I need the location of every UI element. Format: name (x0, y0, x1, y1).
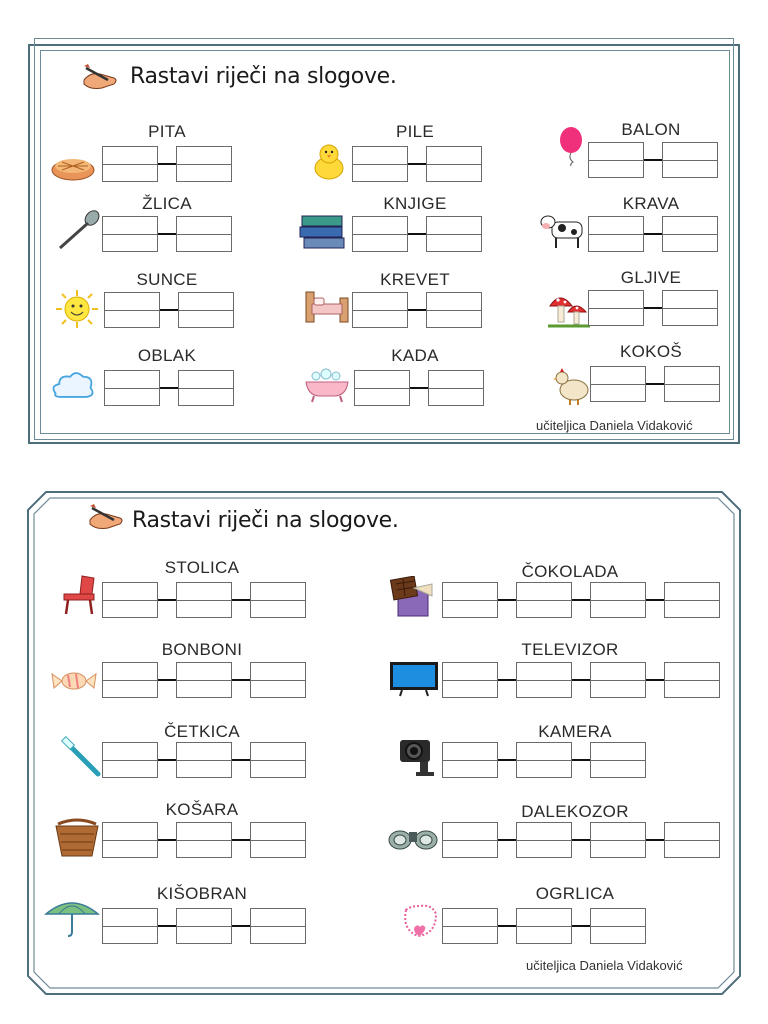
syllable-box[interactable] (352, 216, 408, 252)
writing-hand-icon (86, 498, 126, 532)
syllable-box[interactable] (664, 662, 720, 698)
syllable-box[interactable] (250, 822, 306, 858)
syllable-box[interactable] (516, 822, 572, 858)
syllable-box[interactable] (590, 822, 646, 858)
syllable-boxes (442, 822, 720, 858)
syllable-box[interactable] (352, 292, 408, 328)
syllable-boxes (352, 216, 482, 252)
syllable-box[interactable] (102, 908, 158, 944)
syllable-boxes (104, 370, 234, 406)
toothbrush-icon (58, 736, 104, 778)
syllable-box[interactable] (176, 146, 232, 182)
candy-icon (50, 660, 98, 702)
syllable-box[interactable] (590, 662, 646, 698)
syllable-dash (232, 759, 250, 761)
word-label: KIŠOBRAN (156, 884, 248, 903)
syllable-boxes (352, 146, 482, 182)
syllable-dash (158, 759, 176, 761)
syllable-dash (572, 599, 590, 601)
word-label: OGRLICA (535, 884, 615, 903)
syllable-dash (232, 925, 250, 927)
syllable-box[interactable] (590, 582, 646, 618)
syllable-boxes (590, 366, 720, 402)
syllable-box[interactable] (102, 582, 158, 618)
television-icon (388, 658, 440, 700)
word-label: ŽLICA (142, 194, 192, 213)
syllable-box[interactable] (104, 370, 160, 406)
basket-icon (52, 816, 102, 858)
word-label: KAMERA (538, 722, 612, 741)
spoon-icon (54, 210, 100, 252)
syllable-dash (572, 925, 590, 927)
syllable-box[interactable] (664, 366, 720, 402)
syllable-box[interactable] (662, 216, 718, 252)
word-label: KADA (391, 346, 439, 365)
syllable-box[interactable] (102, 662, 158, 698)
syllable-dash (160, 387, 178, 389)
syllable-box[interactable] (250, 908, 306, 944)
syllable-box[interactable] (588, 290, 644, 326)
word-label: KNJIGE (383, 194, 447, 213)
syllable-box[interactable] (176, 662, 232, 698)
syllable-box[interactable] (176, 582, 232, 618)
syllable-boxes (442, 582, 720, 618)
word-label: KOŠARA (165, 800, 239, 819)
syllable-box[interactable] (516, 908, 572, 944)
syllable-box[interactable] (102, 216, 158, 252)
syllable-box[interactable] (442, 822, 498, 858)
syllable-dash (644, 233, 662, 235)
word-label: PILE (395, 122, 435, 141)
syllable-box[interactable] (516, 742, 572, 778)
syllable-box[interactable] (590, 742, 646, 778)
syllable-boxes (102, 908, 306, 944)
syllable-box[interactable] (104, 292, 160, 328)
syllable-dash (158, 839, 176, 841)
syllable-dash (646, 839, 664, 841)
syllable-dash (498, 599, 516, 601)
syllable-boxes (102, 822, 306, 858)
syllable-dash (158, 925, 176, 927)
syllable-box[interactable] (442, 742, 498, 778)
syllable-boxes (442, 908, 646, 944)
syllable-box[interactable] (176, 822, 232, 858)
syllable-box[interactable] (442, 582, 498, 618)
chair-icon (56, 574, 102, 616)
syllable-box[interactable] (250, 582, 306, 618)
camera-icon (394, 736, 440, 778)
syllable-boxes (442, 662, 720, 698)
word-label: SUNCE (136, 270, 198, 289)
syllable-boxes (102, 146, 232, 182)
syllable-box[interactable] (590, 366, 646, 402)
syllable-box[interactable] (426, 292, 482, 328)
syllable-boxes (102, 582, 306, 618)
word-label: STOLICA (164, 558, 240, 577)
chick-icon (306, 140, 352, 182)
syllable-box[interactable] (588, 216, 644, 252)
syllable-dash (646, 383, 664, 385)
syllable-box[interactable] (176, 908, 232, 944)
umbrella-icon (44, 896, 100, 938)
worksheet-1-title: Rastavi riječi na slogove. (130, 64, 397, 89)
syllable-box[interactable] (178, 292, 234, 328)
pie-icon (50, 144, 96, 186)
syllable-dash (644, 307, 662, 309)
word-label: DALEKOZOR (521, 802, 629, 821)
syllable-box[interactable] (516, 582, 572, 618)
syllable-dash (408, 309, 426, 311)
worksheet-1 (0, 0, 768, 460)
mushroom-icon (546, 286, 592, 328)
word-label: ČETKICA (164, 722, 240, 741)
sun-icon (54, 288, 100, 330)
syllable-box[interactable] (588, 142, 644, 178)
syllable-box[interactable] (662, 290, 718, 326)
word-label: BALON (621, 120, 681, 139)
word-label: KRAVA (622, 194, 680, 213)
syllable-dash (572, 839, 590, 841)
chocolate-icon (388, 576, 438, 618)
cloud-icon (50, 364, 96, 406)
syllable-boxes (588, 142, 718, 178)
syllable-dash (572, 679, 590, 681)
bed-icon (302, 284, 352, 326)
syllable-boxes (588, 216, 718, 252)
syllable-dash (158, 233, 176, 235)
syllable-box[interactable] (664, 582, 720, 618)
syllable-boxes (588, 290, 718, 326)
word-label: PITA (148, 122, 186, 141)
syllable-boxes (354, 370, 484, 406)
worksheet-2-credit: učiteljica Daniela Vidaković (526, 958, 683, 973)
syllable-dash (408, 233, 426, 235)
syllable-dash (232, 839, 250, 841)
syllable-box[interactable] (250, 662, 306, 698)
syllable-box[interactable] (102, 822, 158, 858)
syllable-box[interactable] (352, 146, 408, 182)
worksheet-2 (0, 480, 768, 1010)
syllable-box[interactable] (102, 742, 158, 778)
worksheet-1-credit: učiteljica Daniela Vidaković (536, 418, 693, 433)
syllable-box[interactable] (426, 146, 482, 182)
syllable-dash (646, 599, 664, 601)
word-label: BONBONI (161, 640, 243, 659)
syllable-boxes (102, 216, 232, 252)
syllable-dash (498, 839, 516, 841)
syllable-dash (646, 679, 664, 681)
syllable-dash (158, 679, 176, 681)
syllable-box[interactable] (664, 822, 720, 858)
syllable-dash (498, 679, 516, 681)
word-label: TELEVIZOR (521, 640, 619, 659)
syllable-dash (498, 925, 516, 927)
syllable-dash (158, 163, 176, 165)
syllable-boxes (102, 662, 306, 698)
word-label: GLJIVE (620, 268, 682, 287)
books-icon (298, 212, 348, 254)
syllable-dash (232, 599, 250, 601)
syllable-dash (408, 163, 426, 165)
syllable-box[interactable] (176, 216, 232, 252)
word-label: KREVET (380, 270, 450, 289)
syllable-box[interactable] (178, 370, 234, 406)
word-label: OBLAK (137, 346, 197, 365)
syllable-box[interactable] (590, 908, 646, 944)
syllable-dash (232, 679, 250, 681)
word-label: KOKOŠ (620, 342, 682, 361)
syllable-box[interactable] (426, 216, 482, 252)
syllable-dash (644, 159, 662, 161)
syllable-dash (410, 387, 428, 389)
syllable-boxes (104, 292, 234, 328)
syllable-box[interactable] (428, 370, 484, 406)
syllable-box[interactable] (250, 742, 306, 778)
syllable-boxes (352, 292, 482, 328)
binoculars-icon (386, 816, 440, 858)
syllable-box[interactable] (442, 908, 498, 944)
syllable-box[interactable] (442, 662, 498, 698)
syllable-box[interactable] (176, 742, 232, 778)
syllable-box[interactable] (516, 662, 572, 698)
bathtub-icon (302, 362, 352, 404)
syllable-dash (572, 759, 590, 761)
syllable-dash (158, 599, 176, 601)
word-label: ČOKOLADA (521, 562, 619, 581)
syllable-boxes (442, 742, 646, 778)
writing-hand-icon (80, 58, 120, 92)
syllable-box[interactable] (102, 146, 158, 182)
necklace-icon (398, 900, 444, 942)
syllable-box[interactable] (662, 142, 718, 178)
syllable-boxes (102, 742, 306, 778)
worksheet-2-title: Rastavi riječi na slogove. (132, 508, 399, 533)
syllable-dash (498, 759, 516, 761)
cow-icon (538, 208, 588, 250)
syllable-box[interactable] (354, 370, 410, 406)
syllable-dash (160, 309, 178, 311)
